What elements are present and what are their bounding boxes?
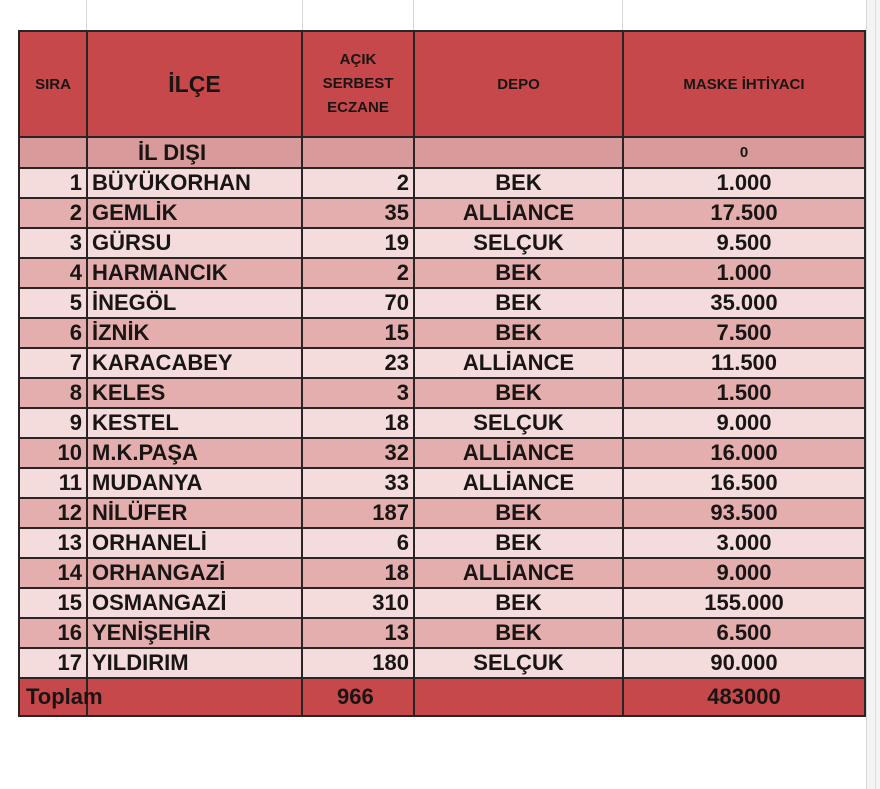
row-eczane-count: 19 — [302, 228, 414, 258]
row-maske: 35.000 — [623, 288, 865, 318]
il-disi-sira — [19, 137, 87, 168]
header-acik-line3: ECZANE — [327, 99, 389, 116]
row-depo: ALLİANCE — [414, 468, 623, 498]
table-row — [19, 408, 865, 438]
row-sira: 15 — [19, 588, 87, 618]
il-disi-maske: 0 — [623, 137, 865, 168]
row-depo: BEK — [414, 378, 623, 408]
table-row — [19, 468, 865, 498]
row-eczane-count: 180 — [302, 648, 414, 678]
row-eczane-count: 70 — [302, 288, 414, 318]
header-maske-ihtiyaci: MASKE İHTİYACI — [623, 31, 865, 137]
row-depo: ALLİANCE — [414, 558, 623, 588]
row-depo: BEK — [414, 318, 623, 348]
row-eczane-count: 23 — [302, 348, 414, 378]
total-eczane: 966 — [302, 678, 414, 716]
header-acik-line1: AÇIK — [339, 51, 377, 68]
row-sira: 6 — [19, 318, 87, 348]
row-depo: ALLİANCE — [414, 348, 623, 378]
total-depo — [414, 678, 623, 716]
row-eczane-count: 2 — [302, 258, 414, 288]
header-depo: DEPO — [414, 31, 623, 137]
row-depo: ALLİANCE — [414, 438, 623, 468]
row-depo: SELÇUK — [414, 648, 623, 678]
il-disi-depo — [414, 137, 623, 168]
row-sira: 2 — [19, 198, 87, 228]
row-maske: 16.000 — [623, 438, 865, 468]
table-row — [19, 258, 865, 288]
row-depo: SELÇUK — [414, 408, 623, 438]
row-maske: 1.500 — [623, 378, 865, 408]
row-ilce: GÜRSU — [87, 228, 302, 258]
row-ilce: OSMANGAZİ — [87, 588, 302, 618]
row-eczane-count: 32 — [302, 438, 414, 468]
row-sira: 12 — [19, 498, 87, 528]
row-sira: 16 — [19, 618, 87, 648]
table-row — [19, 438, 865, 468]
row-maske: 16.500 — [623, 468, 865, 498]
row-sira: 1 — [19, 168, 87, 198]
row-maske: 155.000 — [623, 588, 865, 618]
table-row — [19, 558, 865, 588]
table-row — [19, 648, 865, 678]
row-sira: 17 — [19, 648, 87, 678]
row-sira: 13 — [19, 528, 87, 558]
il-disi-eczane — [302, 137, 414, 168]
row-maske: 6.500 — [623, 618, 865, 648]
row-ilce: GEMLİK — [87, 198, 302, 228]
row-depo: BEK — [414, 588, 623, 618]
row-ilce: YENİŞEHİR — [87, 618, 302, 648]
row-ilce: YILDIRIM — [87, 648, 302, 678]
row-ilce: İZNİK — [87, 318, 302, 348]
row-maske: 93.500 — [623, 498, 865, 528]
row-ilce: KELES — [87, 378, 302, 408]
table-row — [19, 168, 865, 198]
table-row — [19, 588, 865, 618]
row-depo: BEK — [414, 168, 623, 198]
il-disi-row — [19, 137, 865, 168]
row-maske: 9.000 — [623, 408, 865, 438]
spreadsheet-grid-top — [0, 0, 880, 30]
table-row — [19, 618, 865, 648]
row-depo: BEK — [414, 258, 623, 288]
row-eczane-count: 18 — [302, 558, 414, 588]
row-sira: 5 — [19, 288, 87, 318]
total-label: Toplam — [26, 684, 103, 709]
row-eczane-count: 15 — [302, 318, 414, 348]
row-ilce: ORHANELİ — [87, 528, 302, 558]
table-row — [19, 198, 865, 228]
row-ilce: BÜYÜKORHAN — [87, 168, 302, 198]
header-sira: SIRA — [19, 31, 87, 137]
row-ilce: KARACABEY — [87, 348, 302, 378]
row-ilce: MUDANYA — [87, 468, 302, 498]
table-row — [19, 318, 865, 348]
row-maske: 1.000 — [623, 168, 865, 198]
row-maske: 7.500 — [623, 318, 865, 348]
row-eczane-count: 13 — [302, 618, 414, 648]
row-maske: 3.000 — [623, 528, 865, 558]
header-row — [19, 31, 865, 137]
row-eczane-count: 33 — [302, 468, 414, 498]
total-label-cell — [19, 678, 103, 716]
row-sira: 14 — [19, 558, 87, 588]
row-ilce: HARMANCIK — [87, 258, 302, 288]
row-depo: BEK — [414, 618, 623, 648]
row-eczane-count: 35 — [302, 198, 414, 228]
total-ilce — [87, 678, 302, 716]
row-maske: 9.000 — [623, 558, 865, 588]
row-depo: BEK — [414, 498, 623, 528]
row-sira: 8 — [19, 378, 87, 408]
row-ilce: NİLÜFER — [87, 498, 302, 528]
row-eczane-count: 2 — [302, 168, 414, 198]
header-ilce: İLÇE — [87, 31, 302, 137]
table-row — [19, 228, 865, 258]
row-ilce: ORHANGAZİ — [87, 558, 302, 588]
row-ilce: KESTEL — [87, 408, 302, 438]
table-row — [19, 528, 865, 558]
row-maske: 1.000 — [623, 258, 865, 288]
row-eczane-count: 6 — [302, 528, 414, 558]
row-ilce: İNEGÖL — [87, 288, 302, 318]
il-disi-label: İL DIŞI — [87, 137, 302, 168]
row-sira: 3 — [19, 228, 87, 258]
row-eczane-count: 310 — [302, 588, 414, 618]
row-maske: 11.500 — [623, 348, 865, 378]
row-eczane-count: 187 — [302, 498, 414, 528]
row-depo: BEK — [414, 288, 623, 318]
total-row — [19, 678, 865, 716]
row-sira: 9 — [19, 408, 87, 438]
table-row — [19, 498, 865, 528]
header-acik-line2: SERBEST — [322, 75, 394, 92]
row-sira: 7 — [19, 348, 87, 378]
table-row — [19, 348, 865, 378]
row-depo: BEK — [414, 528, 623, 558]
table-row — [19, 288, 865, 318]
mask-distribution-table — [18, 30, 866, 717]
row-depo: SELÇUK — [414, 228, 623, 258]
row-sira: 10 — [19, 438, 87, 468]
row-ilce: M.K.PAŞA — [87, 438, 302, 468]
row-sira: 4 — [19, 258, 87, 288]
spreadsheet-edge — [866, 0, 880, 789]
row-depo: ALLİANCE — [414, 198, 623, 228]
row-maske: 90.000 — [623, 648, 865, 678]
row-maske: 9.500 — [623, 228, 865, 258]
header-acik-serbest-eczane — [302, 31, 414, 137]
table-row — [19, 378, 865, 408]
row-maske: 17.500 — [623, 198, 865, 228]
row-eczane-count: 18 — [302, 408, 414, 438]
row-sira: 11 — [19, 468, 87, 498]
row-eczane-count: 3 — [302, 378, 414, 408]
total-maske: 483000 — [623, 678, 865, 716]
